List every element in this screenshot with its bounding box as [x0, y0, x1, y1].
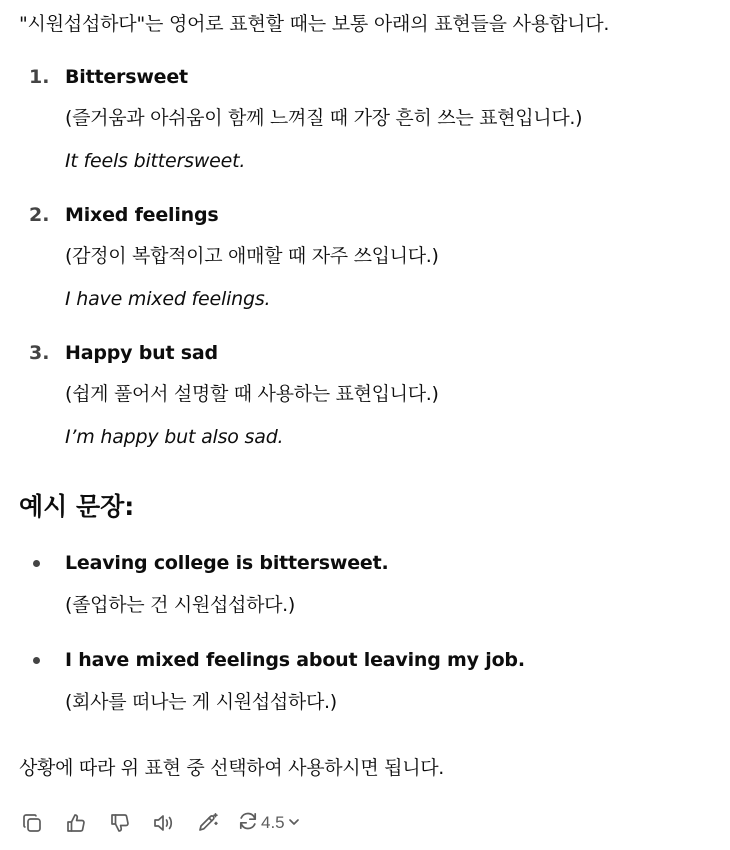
expression-example: I’m happy but also sad.: [65, 426, 284, 448]
examples-heading: 예시 문장:: [19, 492, 135, 521]
edit-icon: [196, 812, 220, 834]
read-aloud-icon: [152, 812, 176, 834]
thumbs-down-icon: [109, 812, 131, 834]
model-version-label: 4.5: [261, 813, 285, 832]
bullet-dot: [33, 657, 40, 664]
thumbs-up-icon: [65, 812, 87, 834]
regenerate-icon: [237, 810, 259, 836]
closing-text: 상황에 따라 위 표현 중 선택하여 사용하시면 됩니다.: [19, 757, 445, 779]
list-number: 1.: [29, 66, 50, 88]
example-sentence-text: I have mixed feelings about leaving my job.: [65, 649, 525, 671]
example-sentence-text: Leaving college is bittersweet.: [65, 552, 389, 574]
expression-description: (감정이 복합적이고 애매할 때 자주 쓰입니다.): [65, 245, 439, 267]
bad-response-button[interactable]: [105, 808, 135, 838]
expression-term: Happy but sad: [65, 342, 218, 364]
intro-text: "시원섭섭하다"는 영어로 표현할 때는 보통 아래의 표현들을 사용합니다.: [19, 13, 610, 35]
expression-example: It feels bittersweet.: [65, 150, 246, 172]
read-aloud-button[interactable]: [149, 808, 179, 838]
expression-description: (즐거움과 아쉬움이 함께 느껴질 때 가장 흔히 쓰는 표현입니다.): [65, 107, 583, 129]
list-number: 3.: [29, 342, 50, 364]
example-sentence-translation: (졸업하는 건 시원섭섭하다.): [65, 594, 296, 616]
copy-icon: [21, 812, 43, 834]
bullet-dot: [33, 560, 40, 567]
expression-example: I have mixed feelings.: [65, 288, 271, 310]
message-actions-toolbar: [17, 808, 301, 838]
example-sentence-translation: (회사를 떠나는 게 시원섭섭하다.): [65, 691, 337, 713]
expression-description: (쉽게 풀어서 설명할 때 사용하는 표현입니다.): [65, 383, 439, 405]
switch-model-button[interactable]: [237, 808, 301, 838]
list-number: 2.: [29, 204, 50, 226]
expression-term: Bittersweet: [65, 66, 188, 88]
chevron-down-icon: [287, 814, 301, 833]
edit-in-canvas-button[interactable]: [193, 808, 223, 838]
copy-button[interactable]: [17, 808, 47, 838]
good-response-button[interactable]: [61, 808, 91, 838]
expression-term: Mixed feelings: [65, 204, 219, 226]
